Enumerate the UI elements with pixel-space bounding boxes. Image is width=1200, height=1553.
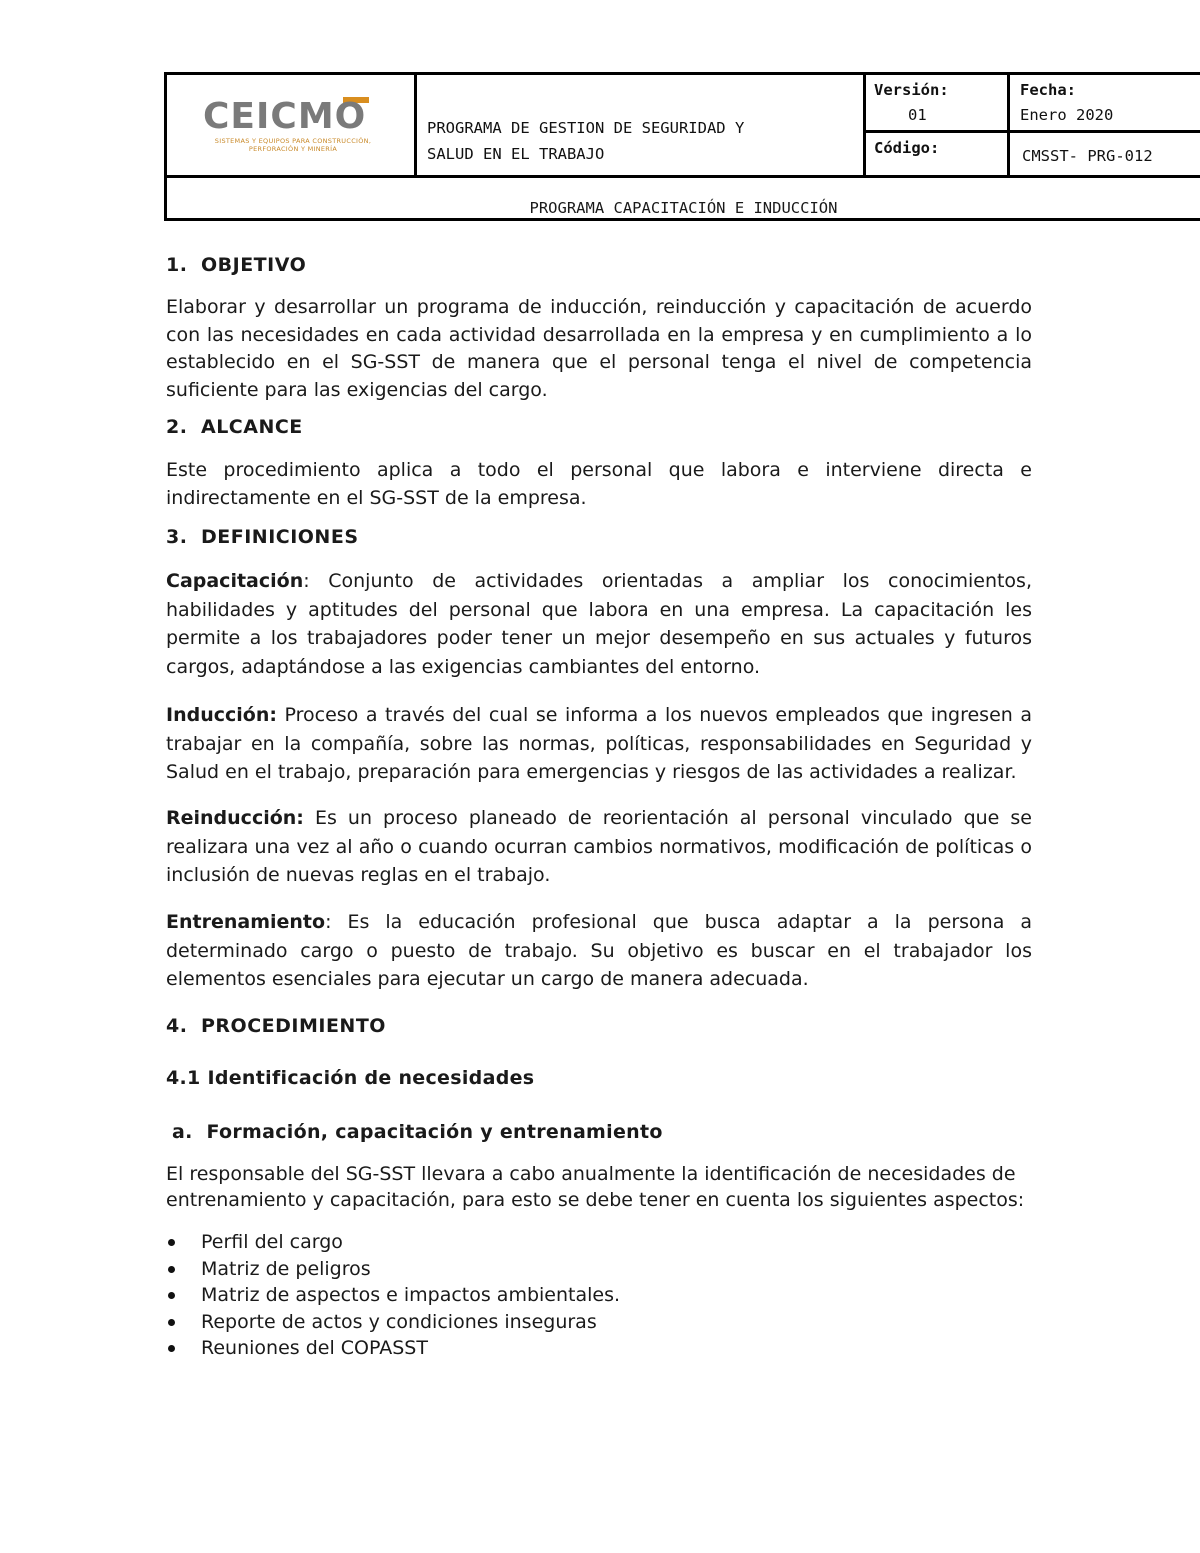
- code-label: Código:: [874, 139, 940, 157]
- section-number: 2.: [166, 416, 188, 438]
- code-value: CMSST- PRG-012: [1022, 147, 1153, 165]
- section-heading-definiciones: [166, 526, 359, 548]
- header-title-line1: PROGRAMA DE GESTION DE SEGURIDAD Y: [427, 119, 745, 137]
- date-label: Fecha:: [1020, 81, 1076, 99]
- list-item: [166, 1309, 620, 1336]
- bullet-icon: [168, 1319, 175, 1326]
- subsection-formacion: a. Formación, capacitación y entrenamiento: [172, 1121, 663, 1143]
- definition-capacitacion: [166, 567, 1032, 681]
- section-number: 3.: [166, 526, 188, 548]
- list-item: [166, 1335, 620, 1362]
- section-title: DEFINICIONES: [201, 526, 359, 548]
- objetivo-paragraph: Elaborar y desarrollar un programa de inducción, reinducción y capacitación de acuerdo con las necesidades en cada actividad desarrollada en la empresa y en cumplimiento a lo establecido en el SG-SST de manera que el personal tenga el nivel de competencia suficiente para las exigencias del cargo.: [166, 296, 1032, 401]
- bullet-icon: [168, 1239, 175, 1246]
- version-value: 01: [908, 106, 927, 124]
- definition-text: Proceso a través del cual se informa a los nuevos empleados que ingresen a trabajar en la compañía, sobre las normas, políticas, responsabilidades en Seguridad y Salud en el trabajo, preparación para emergencias y riesgos de las actividades a realizar.: [166, 704, 1032, 783]
- definition-reinduccion: [166, 804, 1032, 890]
- bullet-icon: [168, 1266, 175, 1273]
- definition-term: Capacitación: [166, 570, 304, 592]
- list-item-text: Perfil del cargo: [201, 1231, 343, 1253]
- list-item-text: Reuniones del COPASST: [201, 1337, 428, 1359]
- section-heading-alcance: [166, 416, 303, 438]
- section-title: PROCEDIMIENTO: [201, 1015, 386, 1037]
- section-title: ALCANCE: [201, 416, 303, 438]
- definition-term: Inducción:: [166, 704, 277, 726]
- section-title: OBJETIVO: [201, 254, 307, 276]
- document-subtitle: PROGRAMA CAPACITACIÓN E INDUCCIÓN: [529, 199, 838, 217]
- definition-term: Reinducción:: [166, 807, 304, 829]
- aspects-list: [166, 1229, 620, 1362]
- procedure-paragraph: El responsable del SG-SST llevara a cabo anualmente la identificación de necesidades de entrenamiento y capacitación, para esto se debe tener en cuenta los siguientes aspectos:: [166, 1163, 1025, 1211]
- company-logo: [203, 96, 383, 155]
- definition-text: Es la educación profesional que busca adaptar a la persona a determinado cargo o puesto de trabajo. Su objetivo es buscar en el trabajador los elementos esenciales para ejecutar un cargo de manera adecuada.: [166, 911, 1032, 990]
- version-label: Versión:: [874, 81, 949, 99]
- version-divider: [866, 130, 1007, 133]
- header-date-cell: [1010, 75, 1200, 175]
- section-number: 1.: [166, 254, 188, 276]
- header-title-line2: SALUD EN EL TRABAJO: [427, 145, 605, 163]
- section-heading-procedimiento: [166, 1015, 386, 1037]
- section-number: 4.: [166, 1015, 188, 1037]
- logo-subtitle: SISTEMAS Y EQUIPOS PARA CONSTRUCCIÓN, PERFORACIÓN Y MINERÍA: [214, 137, 372, 153]
- bullet-icon: [168, 1292, 175, 1299]
- definition-separator: :: [303, 570, 310, 592]
- logo-cell: [167, 75, 417, 175]
- date-divider: [1010, 130, 1200, 133]
- definition-entrenamiento: [166, 908, 1032, 994]
- alcance-paragraph: Este procedimiento aplica a todo el personal que labora e interviene directa e indirectamente en el SG-SST de la empresa.: [166, 459, 1032, 509]
- document-header-table: [164, 72, 1200, 221]
- list-item-text: Reporte de actos y condiciones inseguras: [201, 1310, 597, 1333]
- subsection-identificacion: 4.1 Identificación de necesidades: [166, 1067, 535, 1089]
- list-item: [166, 1256, 620, 1283]
- section-heading-objetivo: [166, 254, 306, 276]
- header-row-top: [167, 75, 1200, 178]
- definition-term: Entrenamiento: [166, 911, 326, 933]
- definition-induccion: [166, 701, 1032, 787]
- definition-text: Es un proceso planeado de reorientación al personal vinculado que se realizara una vez al año o cuando ocurran cambios normativos, modificación de políticas o inclusión de nuevas reglas en el trabajo.: [166, 807, 1032, 886]
- logo-wordmark: CEICMO: [203, 96, 367, 137]
- bullet-icon: [168, 1345, 175, 1352]
- list-item-text: Matriz de aspectos e impactos ambientales.: [201, 1284, 621, 1306]
- definition-separator: :: [325, 911, 332, 933]
- list-item-text: Matriz de peligros: [201, 1257, 371, 1280]
- header-title-cell: [417, 75, 866, 175]
- list-item: [166, 1229, 620, 1256]
- list-item: [166, 1282, 620, 1309]
- header-version-cell: [866, 75, 1010, 175]
- date-value: Enero 2020: [1020, 106, 1114, 124]
- definition-text: Conjunto de actividades orientadas a ampliar los conocimientos, habilidades y aptitudes del personal que labora en una empresa. La capacitación les permite a los trabajadores poder tener un mejor desempeño en sus actuales y futuros cargos, adaptándose a las exigencias cambiantes del entorno.: [166, 570, 1032, 678]
